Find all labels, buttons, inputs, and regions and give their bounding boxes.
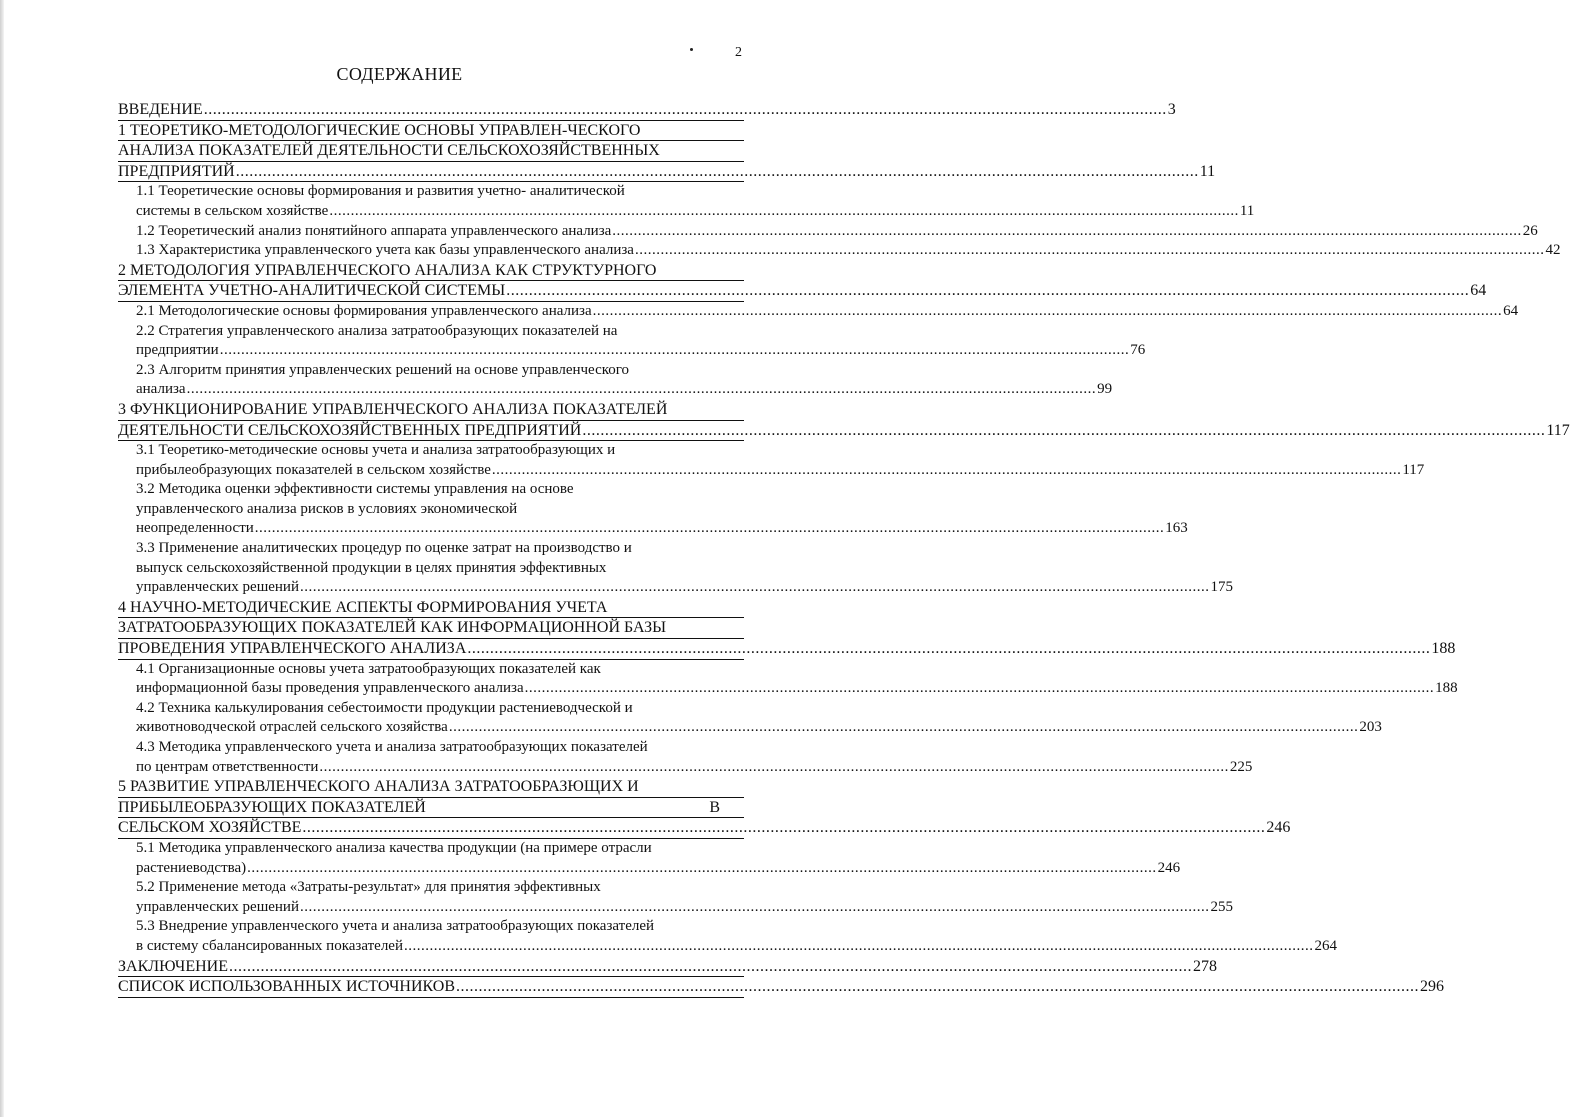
toc-page-number: 76 bbox=[1130, 342, 1146, 359]
toc-entry-title: управленческих решений bbox=[136, 579, 299, 596]
toc-chapter[interactable] bbox=[118, 777, 1291, 839]
toc-entry-line: ЗАТРАТООБРАЗУЮЩИХ ПОКАЗАТЕЛЕЙ КАК ИНФОРМАЦИОННОЙ БАЗЫ bbox=[118, 618, 744, 639]
toc-section[interactable] bbox=[118, 302, 1519, 322]
dot-leader bbox=[449, 719, 1359, 735]
toc-entry-title: растениеводства) bbox=[136, 859, 247, 876]
dot-leader bbox=[612, 223, 1522, 239]
dot-leader bbox=[204, 101, 1167, 118]
toc-entry-last-line bbox=[136, 937, 1337, 957]
toc-entry-title: 1.2 Теоретический анализ понятийного аппарата управленческого анализа bbox=[136, 222, 612, 239]
toc-entry-line: 2.3 Алгоритм принятия управленческих решений на основе управленческого bbox=[136, 361, 630, 378]
toc-entry-title: ЭЛЕМЕНТА УЧЕТНО-АНАЛИТИЧЕСКОЙ СИСТЕМЫ bbox=[118, 282, 506, 300]
dot-leader bbox=[319, 759, 1229, 775]
toc-entry-title: ЗАКЛЮЧЕНИЕ bbox=[118, 957, 228, 975]
toc-entry-line: 3.3 Применение аналитических процедур по оценке затрат на производство и bbox=[136, 540, 632, 557]
toc-page-number: 225 bbox=[1229, 758, 1253, 775]
table-of-contents bbox=[118, 100, 1570, 998]
toc-page-number: 188 bbox=[1435, 680, 1458, 697]
toc-entry-line: АНАЛИЗА ПОКАЗАТЕЛЕЙ ДЕЯТЕЛЬНОСТИ СЕЛЬСКОХОЗЯЙСТВЕННЫХ bbox=[118, 141, 744, 162]
toc-entry-last-line bbox=[136, 859, 1181, 879]
dot-leader bbox=[300, 899, 1210, 915]
toc-entry-line: 3 ФУНКЦИОНИРОВАНИЕ УПРАВЛЕНЧЕСКОГО АНАЛИЗА ПОКАЗАТЕЛЕЙ bbox=[118, 400, 744, 421]
dot-leader bbox=[220, 342, 1130, 358]
toc-entry-last-line bbox=[118, 957, 1217, 978]
toc-entry-line: 2.2 Стратегия управленческого анализа затратообразующих показателей на bbox=[136, 322, 618, 339]
dot-leader bbox=[635, 242, 1545, 258]
toc-entry-last-line bbox=[136, 898, 1233, 918]
dot-leader bbox=[593, 303, 1503, 319]
toc-entry-last-line bbox=[136, 718, 1382, 738]
dot-leader bbox=[236, 163, 1199, 180]
toc-entry-last-line bbox=[118, 162, 1216, 183]
dot-leader bbox=[229, 958, 1192, 975]
dot-leader bbox=[300, 579, 1210, 595]
dot-leader bbox=[404, 938, 1314, 954]
toc-section[interactable] bbox=[118, 441, 1425, 480]
toc-section[interactable] bbox=[118, 660, 1458, 699]
scan-speck bbox=[690, 48, 693, 51]
toc-entry-line: 1 ТЕОРЕТИКО-МЕТОДОЛОГИЧЕСКИЕ ОСНОВЫ УПРАВЛЕН-ЧЕСКОГО bbox=[118, 121, 744, 142]
toc-entry-trail: В bbox=[709, 798, 720, 816]
toc-chapter[interactable] bbox=[118, 957, 1217, 978]
toc-entry-last-line bbox=[118, 421, 1570, 442]
toc-chapter[interactable] bbox=[118, 100, 1176, 121]
toc-entry-title: животноводческой отраслей сельского хозяйства bbox=[136, 719, 448, 736]
toc-entry-last-line bbox=[118, 281, 1487, 302]
toc-chapter[interactable] bbox=[118, 977, 1445, 998]
toc-section[interactable] bbox=[118, 222, 1538, 242]
toc-page-number: 203 bbox=[1359, 719, 1382, 736]
toc-page-number: 255 bbox=[1210, 898, 1233, 915]
page-number: 2 bbox=[735, 45, 742, 60]
toc-page-number: 26 bbox=[1522, 222, 1538, 239]
toc-entry-line: выпуск сельскохозяйственной продукции в целях принятия эффективных bbox=[136, 559, 607, 576]
toc-entry-title: анализа bbox=[136, 381, 186, 398]
toc-entry-last-line bbox=[136, 519, 1188, 539]
dot-leader bbox=[525, 680, 1435, 696]
toc-entry-title: ДЕЯТЕЛЬНОСТИ СЕЛЬСКОХОЗЯЙСТВЕННЫХ ПРЕДПРИЯТИЙ bbox=[118, 421, 582, 439]
toc-entry-last-line bbox=[136, 758, 1253, 778]
toc-page-number: 42 bbox=[1545, 242, 1561, 259]
toc-entry-last-line bbox=[136, 222, 1538, 242]
toc-page-number: 11 bbox=[1239, 202, 1255, 219]
toc-entry-last-line bbox=[118, 977, 1445, 998]
toc-entry-title: 1.3 Характеристика управленческого учета как базы управленческого анализа bbox=[136, 242, 634, 259]
toc-section[interactable] bbox=[118, 182, 1255, 221]
toc-entry-title: ПРЕДПРИЯТИЙ bbox=[118, 162, 235, 180]
toc-entry-line: управленческого анализа рисков в условиях экономической bbox=[136, 500, 518, 517]
scan-edge bbox=[0, 0, 4, 1117]
toc-page-number: 246 bbox=[1266, 819, 1291, 837]
toc-entry-line: ПРИБЫЛЕОБРАЗУЮЩИХ ПОКАЗАТЕЛЕЙ В bbox=[118, 798, 744, 819]
toc-page-number: 264 bbox=[1314, 937, 1337, 954]
toc-entry-line: 5 РАЗВИТИЕ УПРАВЛЕНЧЕСКОГО АНАЛИЗА ЗАТРАТООБРАЗЮЩИХ И bbox=[118, 777, 744, 798]
toc-entry-title: управленческих решений bbox=[136, 898, 299, 915]
toc-section[interactable] bbox=[118, 839, 1181, 878]
dot-leader bbox=[506, 282, 1469, 299]
toc-entry-line: 4.2 Техника калькулирования себестоимости продукции растениеводческой и bbox=[136, 699, 633, 716]
toc-entry-title: ВВЕДЕНИЕ bbox=[118, 101, 203, 118]
toc-page-number: 296 bbox=[1420, 978, 1445, 996]
toc-chapter[interactable] bbox=[118, 400, 1570, 441]
dot-leader bbox=[329, 203, 1239, 219]
toc-entry-last-line bbox=[136, 341, 1146, 361]
toc-section[interactable] bbox=[118, 539, 1233, 598]
toc-chapter[interactable] bbox=[118, 121, 1216, 183]
toc-entry-title: в систему сбалансированных показателей bbox=[136, 937, 403, 954]
toc-entry-line: 5.2 Применение метода «Затраты-результат» для принятия эффективных bbox=[136, 879, 601, 896]
toc-entry-title: по центрам ответственности bbox=[136, 758, 319, 775]
toc-section[interactable] bbox=[118, 480, 1188, 539]
toc-entry-title: информационной базы проведения управленческого анализа bbox=[136, 680, 524, 697]
toc-entry-line: 4.3 Методика управленческого учета и анализа затратообразующих показателей bbox=[136, 739, 648, 755]
toc-entry-last-line bbox=[136, 679, 1458, 699]
toc-page-number: 117 bbox=[1402, 461, 1425, 478]
dot-leader bbox=[456, 978, 1419, 995]
dot-leader bbox=[467, 640, 1430, 657]
toc-section[interactable] bbox=[118, 322, 1146, 361]
dot-leader bbox=[255, 520, 1165, 536]
dot-leader bbox=[582, 422, 1545, 439]
toc-entry-last-line bbox=[118, 100, 1176, 121]
toc-entry-last-line bbox=[136, 461, 1425, 481]
toc-entry-line: 4.1 Организационные основы учета затратообразующих показателей как bbox=[136, 660, 601, 677]
toc-page-number: 278 bbox=[1192, 957, 1217, 975]
toc-entry-title: ПРОВЕДЕНИЯ УПРАВЛЕНЧЕСКОГО АНАЛИЗА bbox=[118, 640, 467, 658]
toc-entry-line: 1.1 Теоретические основы формирования и развития учетно- аналитической bbox=[136, 183, 625, 200]
toc-page-number: 64 bbox=[1503, 302, 1519, 319]
toc-page-number: 188 bbox=[1431, 640, 1456, 658]
toc-entry-line: 5.3 Внедрение управленческого учета и анализа затратообразующих показателей bbox=[136, 918, 655, 935]
toc-entry-title: системы в сельском хозяйстве bbox=[136, 202, 329, 219]
dot-leader bbox=[492, 462, 1402, 478]
toc-section[interactable] bbox=[118, 241, 1561, 261]
toc-entry-title: СЕЛЬСКОМ ХОЗЯЙСТВЕ bbox=[118, 819, 302, 837]
toc-section[interactable] bbox=[118, 917, 1337, 956]
toc-page-number: 117 bbox=[1546, 421, 1570, 439]
toc-page-number: 64 bbox=[1470, 282, 1487, 300]
toc-page-number: 246 bbox=[1157, 859, 1181, 876]
toc-chapter[interactable] bbox=[118, 261, 1487, 302]
toc-entry-title: 2.1 Методологические основы формирования управленческого анализа bbox=[136, 302, 592, 319]
toc-page-number: 3 bbox=[1167, 101, 1176, 118]
toc-section[interactable] bbox=[118, 699, 1382, 738]
toc-entry-line: 3.2 Методика оценки эффективности системы управления на основе bbox=[136, 481, 574, 498]
toc-title: СОДЕРЖАНИЕ bbox=[336, 64, 463, 84]
toc-entry-line: 2 МЕТОДОЛОГИЯ УПРАВЛЕНЧЕСКОГО АНАЛИЗА КАК СТРУКТУРНОГО bbox=[118, 261, 744, 282]
toc-page-number: 99 bbox=[1097, 381, 1113, 398]
toc-page-number: 11 bbox=[1199, 162, 1216, 180]
toc-entry-last-line bbox=[136, 380, 1113, 400]
toc-entry-title: неопределенности bbox=[136, 520, 254, 537]
toc-section[interactable] bbox=[118, 878, 1233, 917]
toc-entry-title: СПИСОК ИСПОЛЬЗОВАННЫХ ИСТОЧНИКОВ bbox=[118, 978, 456, 996]
toc-entry-last-line bbox=[136, 241, 1561, 261]
dot-leader bbox=[302, 819, 1265, 836]
toc-entry-last-line bbox=[136, 202, 1255, 222]
toc-section[interactable] bbox=[118, 361, 1113, 400]
toc-entry-line: 5.1 Методика управленческого анализа качества продукции (на примере отрасли bbox=[136, 839, 652, 856]
toc-entry-last-line bbox=[118, 818, 1291, 839]
toc-entry-title: предприятии bbox=[136, 342, 219, 359]
toc-page-number: 163 bbox=[1165, 520, 1188, 537]
toc-entry-line: 4 НАУЧНО-МЕТОДИЧЕСКИЕ АСПЕКТЫ ФОРМИРОВАНИЯ УЧЕТА bbox=[118, 598, 744, 619]
toc-page-number: 175 bbox=[1210, 579, 1233, 596]
toc-entry-title: прибылеобразующих показателей в сельском хозяйстве bbox=[136, 461, 491, 478]
toc-section[interactable] bbox=[118, 738, 1253, 777]
toc-entry-last-line bbox=[136, 578, 1233, 598]
dot-leader bbox=[187, 381, 1097, 397]
toc-entry-last-line bbox=[118, 639, 1456, 660]
toc-entry-line: 3.1 Теоретико-методические основы учета и анализа затратообразующих и bbox=[136, 442, 616, 459]
dot-leader bbox=[247, 860, 1157, 876]
toc-entry-last-line bbox=[136, 302, 1519, 322]
toc-chapter[interactable] bbox=[118, 598, 1456, 660]
